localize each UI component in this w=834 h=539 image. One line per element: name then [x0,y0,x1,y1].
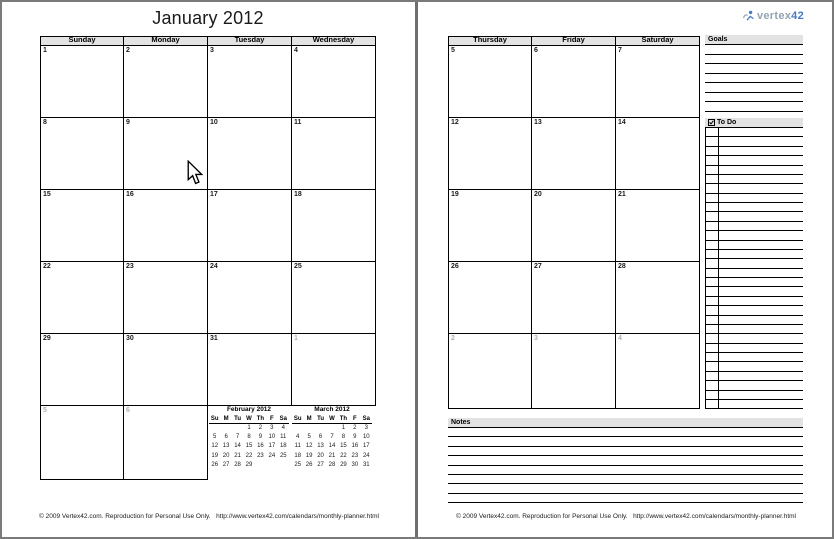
mini-calendar-title: March 2012 [314,406,350,413]
todo-line [706,194,803,203]
mini-day-number [278,461,289,470]
todo-line [706,306,803,315]
mini-day-number: 17 [362,443,370,450]
day-number: 13 [534,119,542,126]
mini-day-header: Th [255,415,266,424]
calendar-grid-right [448,36,700,409]
day-number: 2 [451,335,455,342]
todo-line [706,231,803,240]
todo-checkbox-cell [706,381,719,389]
day-number: 11 [294,119,302,126]
mini-day-number: 26 [211,461,219,468]
mini-day-header: Tu [315,415,326,424]
mini-day-number: 27 [317,461,324,468]
mini-calendar-grid [292,415,372,470]
todo-line [706,269,803,278]
todo-checkbox-cell [706,231,719,239]
day-number: 1 [294,335,298,342]
mini-day-number: 24 [268,452,276,459]
mini-day-number: 19 [305,452,313,459]
mini-day-number: 9 [353,434,357,441]
todo-line [706,353,803,362]
day-number: 14 [618,119,626,126]
day-number: 5 [451,47,455,54]
mini-day-number: 1 [341,425,346,431]
notes-line [448,484,803,493]
todo-line [706,175,803,184]
notes-header [448,418,803,428]
todo-checkbox-cell [706,194,719,202]
day-number: 9 [126,119,130,126]
day-cell [448,118,532,190]
mini-day-number: 25 [294,461,302,468]
footer-left [39,513,379,520]
notes-line [448,428,803,437]
day-cell [40,190,124,262]
todo-checkbox-icon [708,119,715,126]
day-cell [40,46,124,118]
day-header-tuesday: Tuesday [208,36,292,46]
day-number: 4 [294,47,298,54]
day-number: 6 [126,407,130,414]
footer-right [456,513,796,520]
day-number: 21 [618,191,626,198]
mini-calendar-march [292,405,372,470]
mini-day-number: 29 [245,461,253,468]
goals-lines [705,45,803,112]
day-cell [208,262,292,334]
day-cell [532,118,616,190]
logo-text-num: 42 [791,9,804,22]
mini-day-number: 23 [257,452,264,459]
mini-day-number: 12 [211,443,219,450]
todo-line [706,259,803,268]
mini-calendar-grid [209,415,289,470]
mini-calendar-title: February 2012 [226,406,272,413]
todo-line [706,372,803,381]
mini-day-number: 20 [222,452,230,459]
vertex42-logo-text [757,10,804,22]
mini-day-number: 12 [305,443,313,450]
day-number: 12 [451,119,459,126]
todo-label: To Do [717,119,737,126]
mini-day-number: 25 [279,452,287,459]
mini-day-header: Su [210,416,219,422]
mini-day-number: 26 [305,461,313,468]
todo-line [706,184,803,193]
mini-day-number [315,424,326,433]
mini-day-number: 18 [279,443,287,450]
mini-day-number: 29 [340,461,347,468]
todo-checkbox-cell [706,400,719,408]
mini-day-number: 2 [353,425,357,431]
todo-line [706,128,803,137]
day-number: 10 [210,119,218,126]
todo-checkbox-cell [706,353,719,361]
todo-line [706,362,803,371]
notes-line [448,494,803,503]
page-left [0,0,415,539]
mini-day-header: W [243,415,254,424]
day-cell [40,262,124,334]
todo-line [706,344,803,353]
todo-line [706,400,803,409]
mini-day-number: 2 [258,425,263,431]
mini-day-number: 18 [294,452,302,459]
todo-header [705,118,803,128]
todo-checkbox-cell [706,241,719,249]
mini-day-number: 21 [328,452,336,459]
mini-day-number: 22 [245,452,253,459]
day-number: 17 [210,191,218,198]
day-cell [292,262,376,334]
day-cell [40,118,124,190]
day-number: 15 [43,191,51,198]
goals-line [705,45,803,55]
mini-day-number: 9 [258,434,263,441]
goals-section [705,35,803,112]
todo-line [706,147,803,156]
day-header-saturday: Saturday [616,36,700,46]
goals-line [705,83,803,93]
day-cell [208,334,292,406]
todo-line [706,316,803,325]
day-number: 23 [126,263,134,270]
mini-day-number: 23 [351,452,359,459]
copyright-text: © 2009 Vertex42.com. Reproduction for Personal Use Only. [39,513,211,520]
todo-checkbox-cell [706,297,719,305]
mini-day-number: 6 [224,434,228,441]
mini-day-number: 16 [351,443,359,450]
mini-day-number: 11 [294,443,301,450]
day-number: 24 [210,263,218,270]
mini-day-number: 30 [351,461,359,468]
day-cell [448,190,532,262]
mini-day-header: Sa [278,415,289,424]
todo-checkbox-cell [706,203,719,211]
day-cell [292,46,376,118]
day-number: 22 [43,263,51,270]
todo-line [706,325,803,334]
day-cell [448,262,532,334]
mini-day-number: 3 [270,425,274,431]
todo-checkbox-cell [706,222,719,230]
notes-line [448,437,803,446]
mini-day-number: 15 [245,443,253,450]
day-cell [292,118,376,190]
mini-day-number [209,424,220,433]
day-cell [124,406,208,480]
todo-checkbox-cell [706,372,719,380]
todo-checkbox-cell [706,287,719,295]
page-right [418,0,834,539]
todo-line [706,334,803,343]
day-cell [616,118,700,190]
day-number: 8 [43,119,47,126]
todo-checkbox-cell [706,166,719,174]
day-header-friday: Friday [532,36,616,46]
day-number: 28 [618,263,626,270]
day-header-thursday: Thursday [448,36,532,46]
todo-checkbox-cell [706,147,719,155]
todo-line [706,381,803,390]
day-cell [292,334,376,406]
todo-checkbox-cell [706,362,719,370]
mini-day-number: 31 [362,461,370,468]
goals-line [705,55,803,65]
day-cell [208,118,292,190]
goals-line [705,74,803,84]
mini-day-number: 17 [268,443,276,450]
vertex42-logo-icon [742,9,755,22]
day-cell [616,46,700,118]
day-number: 3 [210,47,214,54]
mini-day-header: Su [293,416,302,422]
footer-url: http://www.vertex42.com/calendars/monthly-planner.html [633,513,796,520]
mini-day-number: 13 [317,443,324,450]
mini-day-number [303,424,314,433]
mini-day-number: 10 [362,434,370,441]
day-header-sunday: Sunday [40,36,124,46]
todo-rows [705,128,803,409]
todo-checkbox-cell [706,278,719,286]
mini-calendar-february [209,405,289,470]
mini-day-number: 5 [307,434,311,441]
mini-day-number: 21 [234,452,241,459]
todo-checkbox-cell [706,184,719,192]
goals-line [705,64,803,74]
mini-day-header: F [349,415,360,424]
mini-day-header: Sa [361,415,372,424]
vertex42-logo [742,9,804,22]
mini-day-number [266,461,277,470]
mini-day-number: 7 [235,434,240,441]
todo-checkbox-cell [706,212,719,220]
day-number: 18 [294,191,302,198]
day-header-wednesday: Wednesday [292,36,376,46]
day-cell [616,262,700,334]
todo-checkbox-cell [706,306,719,314]
todo-line [706,391,803,400]
mini-day-number [232,424,243,433]
day-number: 27 [534,263,542,270]
notes-line [448,456,803,465]
day-number: 5 [43,407,47,414]
todo-line [706,297,803,306]
todo-line [706,166,803,175]
todo-section [705,118,803,409]
todo-checkbox-cell [706,344,719,352]
mouse-cursor [187,160,203,187]
day-number: 2 [126,47,130,54]
mini-day-number: 11 [280,434,287,441]
mini-day-number: 28 [234,461,241,468]
day-number: 16 [126,191,134,198]
day-number: 1 [43,47,47,54]
day-cell [616,190,700,262]
day-number: 3 [534,335,538,342]
todo-checkbox-cell [706,137,719,145]
mini-day-number [220,424,231,433]
todo-checkbox-cell [706,259,719,267]
day-cell [40,406,124,480]
mini-day-number: 16 [257,443,264,450]
day-cell [208,46,292,118]
day-number: 7 [618,47,622,54]
todo-checkbox-cell [706,325,719,333]
mini-day-number: 8 [247,434,251,441]
day-cell [40,334,124,406]
todo-line [706,212,803,221]
todo-line [706,241,803,250]
day-number: 25 [294,263,302,270]
day-number: 31 [210,335,218,342]
todo-checkbox-cell [706,175,719,183]
mini-day-header: F [266,415,277,424]
day-cell [124,46,208,118]
month-title: January 2012 [152,8,264,28]
day-cell [208,190,292,262]
mini-day-number: 19 [211,452,219,459]
todo-line [706,222,803,231]
mini-day-number [292,424,303,433]
mini-day-header: Tu [232,415,243,424]
day-number: 19 [451,191,459,198]
todo-checkbox-cell [706,128,719,136]
notes-section [448,418,803,503]
todo-line [706,278,803,287]
day-cell [124,262,208,334]
todo-checkbox-cell [706,391,719,399]
mini-day-header: W [326,415,337,424]
mini-day-number: 28 [328,461,336,468]
day-number: 4 [618,335,622,342]
day-cell [532,334,616,409]
todo-checkbox-cell [706,269,719,277]
todo-line [706,156,803,165]
mini-day-number: 15 [340,443,347,450]
logo-text-main: vertex [756,9,792,22]
mini-day-number: 8 [341,434,346,441]
notes-lines [448,428,803,503]
day-cell [532,46,616,118]
mini-day-number: 5 [213,434,217,441]
mini-day-header: Th [338,415,349,424]
footer-url: http://www.vertex42.com/calendars/monthly-planner.html [216,513,379,520]
todo-line [706,287,803,296]
day-number: 6 [534,47,538,54]
todo-checkbox-cell [706,316,719,324]
mini-day-number: 6 [318,434,323,441]
day-cell [292,190,376,262]
day-number: 30 [126,335,134,342]
day-cell [124,334,208,406]
notes-line [448,475,803,484]
mini-day-number: 4 [296,434,300,441]
day-cell [448,334,532,409]
todo-checkbox-cell [706,250,719,258]
mini-day-number: 22 [340,452,347,459]
mini-day-number: 27 [222,461,230,468]
mini-day-number: 24 [362,452,370,459]
page-divider [415,0,418,539]
notes-line [448,447,803,456]
mini-day-number: 14 [328,443,336,450]
day-cell [532,262,616,334]
notes-label: Notes [451,419,471,426]
mini-day-number: 1 [247,425,251,431]
day-header-monday: Monday [124,36,208,46]
goals-line [705,102,803,112]
day-number: 26 [451,263,459,270]
mini-day-number: 3 [364,425,368,431]
mini-day-number [326,424,337,433]
day-number: 29 [43,335,51,342]
goals-header [705,35,803,45]
day-cell [616,334,700,409]
todo-line [706,250,803,259]
todo-line [706,203,803,212]
day-cell [532,190,616,262]
goals-line [705,93,803,103]
mini-day-number: 14 [234,443,241,450]
copyright-text: © 2009 Vertex42.com. Reproduction for Personal Use Only. [456,513,628,520]
mini-day-header: M [220,415,231,424]
mini-day-number: 13 [222,443,230,450]
mini-day-number: 7 [330,434,334,441]
mini-day-number [255,461,266,470]
todo-checkbox-cell [706,156,719,164]
todo-line [706,137,803,146]
mini-day-number: 4 [281,425,285,431]
mini-day-number: 20 [317,452,324,459]
goals-label: Goals [708,36,728,43]
notes-line [448,466,803,475]
day-cell [124,190,208,262]
mini-day-header: M [303,415,314,424]
day-cell [448,46,532,118]
mini-day-number: 10 [268,434,276,441]
day-number: 20 [534,191,542,198]
todo-checkbox-cell [706,334,719,342]
